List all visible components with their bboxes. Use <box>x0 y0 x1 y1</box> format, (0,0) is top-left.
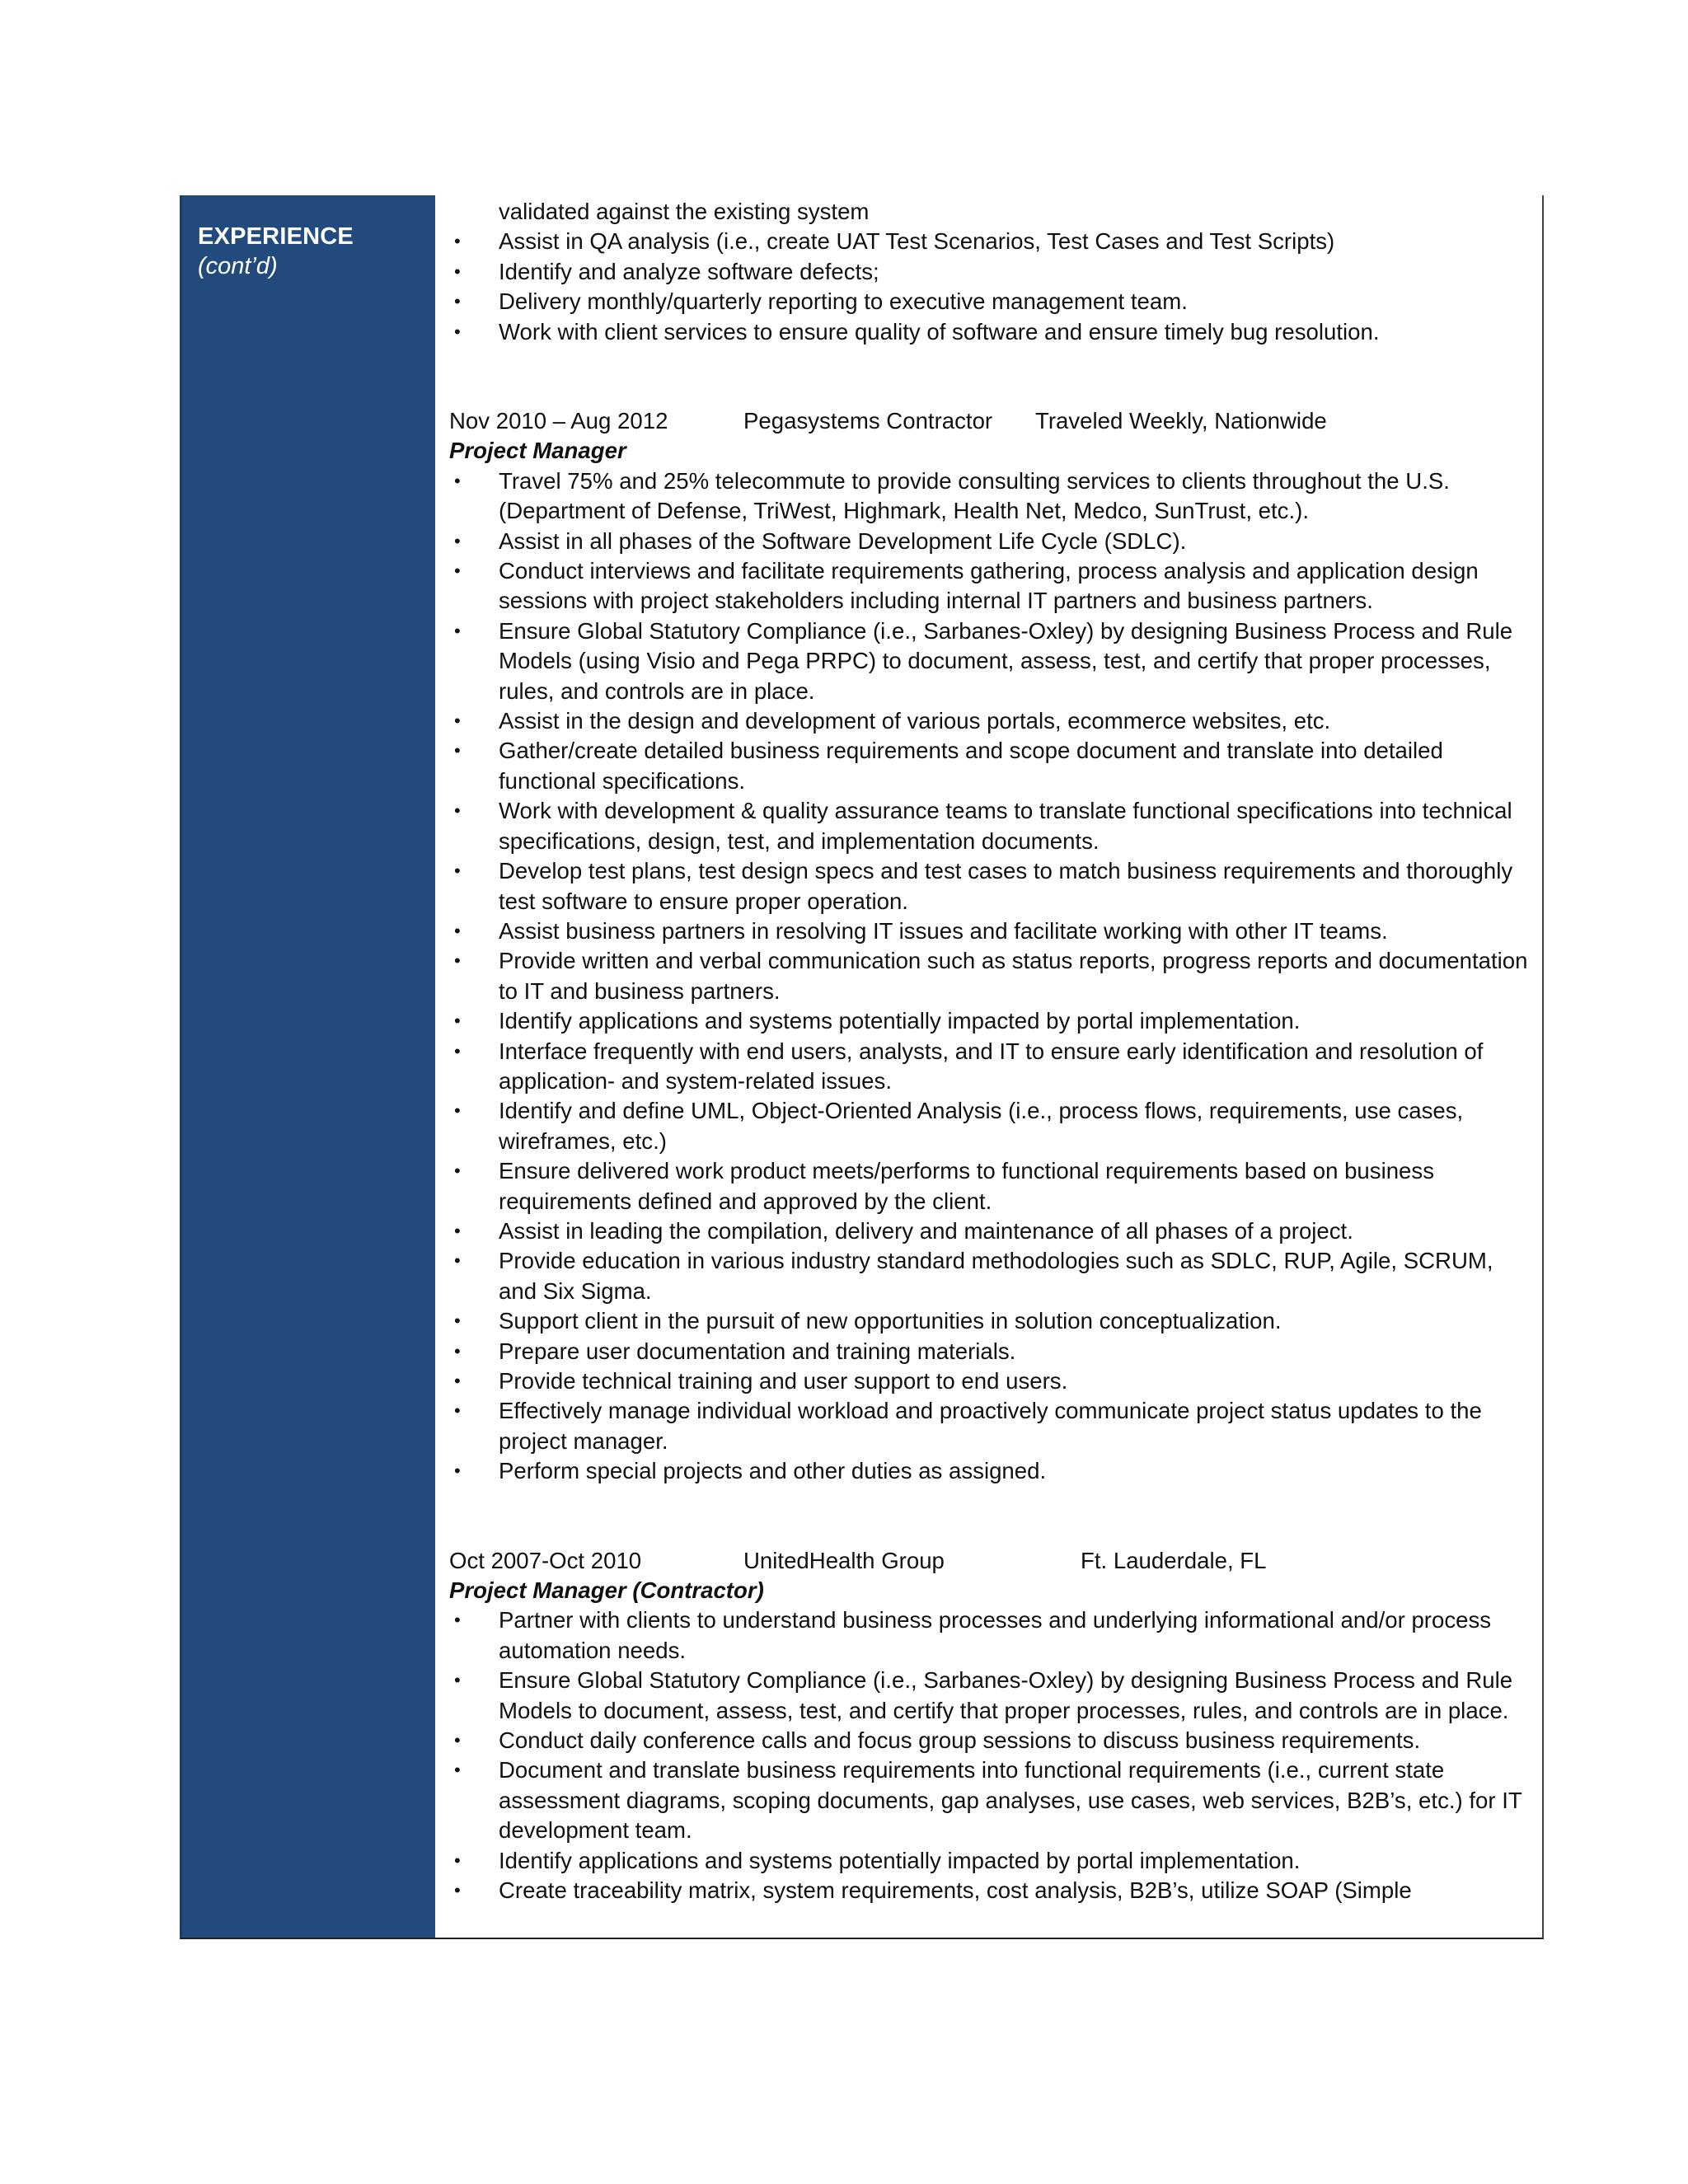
job-entry-unitedhealth <box>449 1546 1533 1906</box>
bullet-item <box>449 796 1533 856</box>
bullet-dot-icon: • <box>454 1670 461 1691</box>
bullet-dot-icon: • <box>454 1040 461 1062</box>
bullet-item <box>449 1666 1533 1726</box>
bullet-dot-icon: • <box>454 1340 461 1361</box>
bullet-item <box>449 287 1533 316</box>
job-company: UnitedHealth Group <box>743 1547 945 1573</box>
bullet-text: Assist in all phases of the Software Development Life Cycle (SDLC). <box>499 527 1187 554</box>
bullet-dot-icon: • <box>454 470 461 491</box>
bullet-dot-icon: • <box>454 1250 461 1272</box>
bullet-item <box>449 227 1533 256</box>
bullet-item <box>449 1726 1533 1755</box>
resume-section <box>180 195 1544 1939</box>
bullet-item <box>449 1156 1533 1216</box>
bullet-dot-icon: • <box>454 291 461 312</box>
bullet-text: Provide technical training and user support to end users. <box>499 1368 1068 1394</box>
bullet-item <box>449 946 1533 1006</box>
bullet-text: Perform special projects and other duties as assigned. <box>499 1458 1047 1484</box>
bullet-item <box>449 1246 1533 1306</box>
bullet-text: Interface frequently with end users, analysts, and IT to ensure early identification and resolution of application- and system-related issues. <box>499 1038 1484 1094</box>
bullet-text: Assist in leading the compilation, delivery and maintenance of all phases of a project. <box>499 1217 1353 1244</box>
bullet-item <box>449 1755 1533 1845</box>
bullet-dot-icon: • <box>454 321 461 342</box>
bullet-dot-icon: • <box>454 1460 461 1482</box>
bullet-text: Support client in the pursuit of new opportunities in solution conceptualization. <box>499 1308 1282 1334</box>
bullet-text: Develop test plans, test design specs and test cases to match business requirements and thoroughly test software to ensure proper operation. <box>499 858 1513 914</box>
section-title: EXPERIENCE <box>198 223 354 250</box>
bullet-dot-icon: • <box>454 231 461 252</box>
bullet-item <box>449 1876 1533 1905</box>
bullet-text: Identify applications and systems potentially impacted by portal implementation. <box>499 1008 1301 1034</box>
bullet-item <box>449 1366 1533 1396</box>
bullet-text: Ensure delivered work product meets/performs to functional requirements based on business requirements defined and approved by the client. <box>499 1158 1434 1214</box>
bullet-item <box>449 1096 1533 1156</box>
job-dates: Nov 2010 – Aug 2012 <box>449 408 668 434</box>
bullet-text: Provide education in various industry standard methodologies such as SDLC, RUP, Agile, SCRUM, and Six Sigma. <box>499 1248 1493 1304</box>
bullet-item <box>449 1306 1533 1336</box>
job-header <box>449 1546 1533 1576</box>
bullet-item <box>449 556 1533 616</box>
bullet-dot-icon: • <box>454 1010 461 1032</box>
bullet-item <box>449 736 1533 796</box>
bullet-text: Ensure Global Statutory Compliance (i.e., Sarbanes-Oxley) by designing Business Process and Rule Models (using Visio and Pega PRPC) to document, assess, test, and certify that proper processes, rules, and controls are in place. <box>499 617 1513 704</box>
bullet-text: Create traceability matrix, system requirements, cost analysis, B2B’s, utilize SOAP (Simple <box>499 1877 1412 1904</box>
bullet-dot-icon: • <box>454 530 461 551</box>
bullet-text: Prepare user documentation and training materials. <box>499 1338 1016 1364</box>
bullet-dot-icon: • <box>454 1160 461 1182</box>
section-sidebar <box>182 195 435 1938</box>
bullet-item <box>449 856 1533 916</box>
bullet-dot-icon: • <box>454 710 461 732</box>
continued-line: validated against the existing system <box>499 199 870 224</box>
bullet-text: Ensure Global Statutory Compliance (i.e., Sarbanes-Oxley) by designing Business Process and Rule Models to document, assess, test, and certify that proper processes, rules, and controls are in place. <box>499 1667 1513 1723</box>
bullet-item <box>449 1337 1533 1366</box>
bullet-item <box>449 466 1533 527</box>
bullet-item <box>449 527 1533 556</box>
job-entry-pegasystems <box>449 406 1533 1487</box>
bullet-text: Identify and analyze software defects; <box>499 258 879 284</box>
experience-content <box>449 195 1533 1906</box>
job-title: Project Manager <box>449 438 626 464</box>
bullet-item <box>449 257 1533 287</box>
bullet-item <box>449 1037 1533 1097</box>
section-subtitle: (cont’d) <box>198 253 278 279</box>
bullet-text: Identify applications and systems potentially impacted by portal implementation. <box>499 1847 1301 1873</box>
job-bullets <box>449 466 1533 1487</box>
bullet-dot-icon: • <box>454 1371 461 1392</box>
bullet-text: Conduct interviews and facilitate requirements gathering, process analysis and application design sessions with project stakeholders including internal IT partners and business partners. <box>499 558 1479 614</box>
bullet-text: Travel 75% and 25% telecommute to provide consulting services to clients throughout the U.S. (Department of Defense, TriWest, Highmark, Health Net, Medco, SunTrust, etc.). <box>499 467 1450 524</box>
bullet-dot-icon: • <box>454 1610 461 1631</box>
bullet-text: Effectively manage individual workload and proactively communicate project status updates to the project manager. <box>499 1398 1482 1454</box>
bullet-dot-icon: • <box>454 800 461 822</box>
bullet-item <box>449 1216 1533 1246</box>
bullet-text: Work with development & quality assurance teams to translate functional specifications into technical specifications, design, test, and implementation documents. <box>499 798 1512 854</box>
bullet-text: Assist in QA analysis (i.e., create UAT Test Scenarios, Test Cases and Test Scripts) <box>499 228 1335 255</box>
bullet-item <box>449 916 1533 946</box>
bullet-item <box>449 1605 1533 1666</box>
bullet-dot-icon: • <box>454 620 461 641</box>
bullet-text: Assist business partners in resolving IT issues and facilitate working with other IT teams. <box>499 917 1388 944</box>
bullet-item <box>449 706 1533 736</box>
bullet-dot-icon: • <box>454 1310 461 1332</box>
bullet-item <box>449 616 1533 706</box>
bullet-dot-icon: • <box>454 1220 461 1241</box>
continued-bullets <box>449 227 1533 347</box>
bullet-dot-icon: • <box>454 920 461 941</box>
bullet-dot-icon: • <box>454 860 461 882</box>
job-company: Pegasystems Contractor <box>743 408 993 434</box>
bullet-item <box>449 1396 1533 1456</box>
bullet-text: Provide written and verbal communication such as status reports, progress reports and documentation to IT and business partners. <box>499 948 1528 1004</box>
bullet-text: Identify and define UML, Object-Oriented Analysis (i.e., process flows, requirements, use cases, wireframes, etc.) <box>499 1098 1464 1154</box>
job-header <box>449 406 1533 436</box>
bullet-dot-icon: • <box>454 560 461 582</box>
job-title: Project Manager (Contractor) <box>449 1577 764 1604</box>
job-bullets <box>449 1605 1533 1905</box>
bullet-dot-icon: • <box>454 950 461 972</box>
job-dates: Oct 2007-Oct 2010 <box>449 1547 642 1573</box>
bullet-dot-icon: • <box>454 260 461 282</box>
bullet-text: Gather/create detailed business requirements and scope document and translate into detailed functional specifications. <box>499 738 1443 794</box>
bullet-item <box>449 1846 1533 1876</box>
bullet-text: Partner with clients to understand business processes and underlying informational and/or process automation needs. <box>499 1607 1492 1663</box>
bullet-dot-icon: • <box>454 1760 461 1781</box>
bullet-dot-icon: • <box>454 740 461 762</box>
bullet-text: Delivery monthly/quarterly reporting to executive management team. <box>499 288 1188 315</box>
bullet-item <box>449 1006 1533 1036</box>
job-location: Ft. Lauderdale, FL <box>1081 1547 1267 1573</box>
bullet-dot-icon: • <box>454 1100 461 1122</box>
bullet-text: Conduct daily conference calls and focus group sessions to discuss business requirements. <box>499 1727 1421 1754</box>
bullet-dot-icon: • <box>454 1730 461 1751</box>
job-location: Traveled Weekly, Nationwide <box>1035 408 1327 434</box>
bullet-text: Document and translate business requirements into functional requirements (i.e., current state assessment diagrams, scoping documents, gap analyses, use cases, web services, B2B’s, etc.) for IT development team. <box>499 1757 1522 1844</box>
bullet-dot-icon: • <box>454 1849 461 1871</box>
bullet-dot-icon: • <box>454 1880 461 1901</box>
bullet-dot-icon: • <box>454 1400 461 1422</box>
bullet-item <box>449 317 1533 347</box>
bullet-text: Work with client services to ensure quality of software and ensure timely bug resolution. <box>499 318 1380 344</box>
bullet-item <box>449 1456 1533 1486</box>
bullet-text: Assist in the design and development of various portals, ecommerce websites, etc. <box>499 708 1331 734</box>
